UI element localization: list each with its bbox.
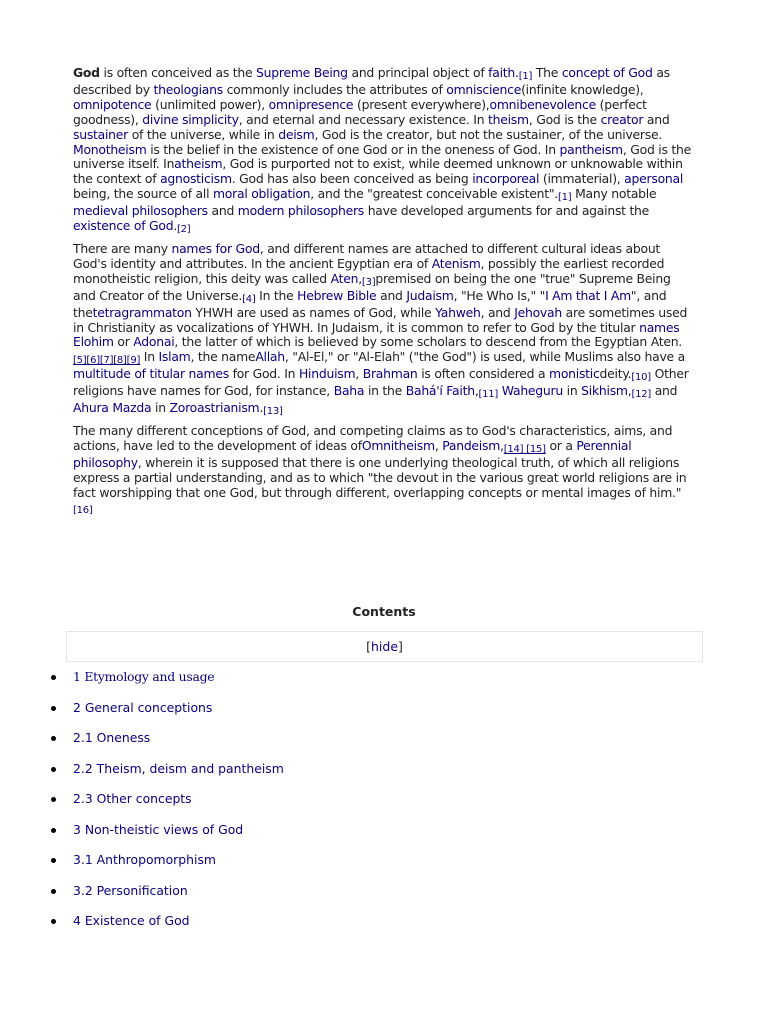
citation-link[interactable]: [12]: [631, 389, 651, 401]
article-link[interactable]: divine simplicity: [142, 111, 239, 127]
article-link[interactable]: Hinduism: [298, 366, 356, 382]
article-link[interactable]: Sikhism: [581, 383, 628, 399]
article-link[interactable]: I Am that I Am: [545, 287, 631, 303]
article-body: [73, 66, 695, 523]
toc-link[interactable]: 3.1 Anthropomorphism: [73, 852, 216, 867]
bullet-icon: [51, 736, 56, 741]
toc-link[interactable]: 2 General conceptions: [73, 699, 213, 715]
article-text: commonly includes the attributes of: [222, 81, 447, 97]
article-text: . God has also been conceived as being: [231, 171, 473, 187]
article-text: , "He Who Is," ": [453, 287, 546, 303]
article-link[interactable]: Omnitheism: [361, 437, 435, 453]
citation-ref: [631, 372, 651, 383]
article-text: , and the "greatest conceivable existent".: [310, 186, 558, 202]
bullet-icon: [51, 706, 56, 711]
toc-toggle-close-bracket: ]: [398, 639, 403, 654]
toc-hide-link[interactable]: hide: [370, 639, 399, 654]
toc-link[interactable]: 4 Existence of God: [73, 913, 190, 928]
article-text: and principal object of: [347, 65, 489, 80]
citation-link[interactable]: [13]: [263, 406, 283, 418]
article-link[interactable]: deism: [278, 126, 315, 142]
article-link[interactable]: omniscience: [446, 81, 522, 97]
toc-link[interactable]: 1 Etymology and usage: [73, 669, 215, 684]
article-text: in: [562, 383, 582, 399]
article-text: for God. In: [228, 366, 299, 382]
article-link[interactable]: omnipotence: [73, 96, 152, 112]
citation-link[interactable]: [1]: [557, 192, 572, 204]
article-link[interactable]: sustainer: [73, 126, 128, 142]
article-text: ,: [434, 437, 443, 453]
article-text: , and eternal and necessary existence. In: [238, 111, 488, 127]
article-text: deity.: [599, 366, 632, 382]
article-text: ,: [355, 366, 363, 382]
citation-ref: [631, 389, 651, 400]
article-link[interactable]: Islam: [158, 349, 191, 365]
article-link[interactable]: pantheism: [559, 141, 623, 157]
article-link[interactable]: Bahá'í Faith: [405, 383, 475, 399]
article-link[interactable]: omnipresence: [268, 96, 354, 112]
article-text: , and: [480, 304, 515, 320]
article-text: , God is the universe itself. In: [73, 141, 691, 172]
article-paragraph: [73, 242, 695, 418]
article-link[interactable]: apersonal: [624, 171, 684, 187]
citation-link[interactable]: [3]: [361, 276, 376, 288]
article-text: are sometimes used in Christianity as vocalizations of YHWH. In Judaism, it is common to refer to God by the titular: [73, 304, 688, 335]
citation-link[interactable]: [16]: [73, 505, 93, 517]
article-link[interactable]: faith: [488, 65, 515, 80]
article-link[interactable]: Pandeism: [442, 437, 501, 453]
article-link[interactable]: Perennial philosophy: [73, 437, 632, 470]
article-text: ,: [358, 270, 362, 286]
article-link[interactable]: monistic: [549, 366, 600, 382]
article-text: is often conceived as the: [99, 65, 257, 80]
article-link[interactable]: Judaism: [406, 287, 454, 303]
article-text: or a: [545, 437, 577, 453]
article-link[interactable]: Supreme Being: [256, 65, 348, 80]
article-text: ,: [627, 383, 632, 399]
article-text: (unlimited power),: [151, 96, 269, 112]
article-text: have developed arguments for and against the: [364, 203, 650, 219]
article-text: In: [140, 349, 159, 365]
citation-ref: [73, 355, 140, 366]
toc-link[interactable]: 3 Non-theistic views of God: [73, 821, 244, 837]
article-link[interactable]: moral obligation: [212, 186, 311, 202]
citation-link[interactable]: [14] [15]: [503, 443, 546, 455]
bullet-icon: [51, 797, 56, 802]
article-link[interactable]: Waheguru: [501, 383, 563, 399]
article-text: or: [113, 334, 134, 350]
citation-ref: [242, 294, 255, 305]
article-text: being, the source of all: [73, 186, 213, 202]
article-link[interactable]: atheism: [174, 156, 223, 172]
citation-ref: [504, 444, 546, 455]
article-text: The many different conceptions of God, and competing claims as to God's characteristics, aims, and actions, have led to the development of ideas of: [73, 422, 673, 453]
article-text: (immaterial),: [539, 171, 625, 187]
article-text: and: [376, 287, 407, 303]
article-link[interactable]: Atenism: [431, 255, 481, 271]
article-text: , possibly the earliest recorded monotheistic religion, this deity was called: [73, 255, 665, 286]
article-link[interactable]: Baha: [333, 383, 365, 399]
article-link[interactable]: Allah: [255, 349, 285, 365]
toc-link[interactable]: 2.3 Other concepts: [73, 791, 192, 806]
article-text: (perfect goodness),: [73, 96, 647, 127]
bullet-icon: [51, 919, 56, 924]
article-link[interactable]: multitude of titular names: [73, 366, 229, 382]
article-link[interactable]: tetragrammaton: [92, 304, 192, 320]
article-text: , "Al-El," or "Al-Elah" ("the God") is used, while Muslims also have a: [284, 349, 685, 365]
article-text: ,: [500, 437, 504, 453]
article-link[interactable]: Ahura Mazda: [73, 400, 152, 416]
article-link[interactable]: theism: [488, 111, 529, 127]
toc-link[interactable]: 3.2 Personification: [73, 882, 188, 898]
citation-link[interactable]: [1]: [518, 71, 533, 82]
article-link[interactable]: theologians: [153, 81, 223, 97]
article-paragraph: [73, 66, 695, 236]
citation-ref: [479, 389, 499, 400]
article-link[interactable]: Monotheism: [73, 141, 147, 157]
article-text: in: [151, 400, 170, 416]
article-text: , the name: [190, 349, 256, 365]
article-text: in the: [364, 383, 406, 399]
citation-link[interactable]: [10]: [631, 372, 651, 384]
citation-ref: [177, 224, 190, 235]
article-text: Other religions have names for God, for instance,: [73, 366, 689, 399]
citation-ref: [263, 406, 283, 417]
article-text: ,: [474, 383, 479, 399]
article-link[interactable]: creator: [600, 111, 644, 127]
article-text: Many notable: [571, 186, 657, 202]
article-link[interactable]: names for God: [171, 240, 260, 256]
article-link[interactable]: Jehovah: [514, 304, 562, 320]
article-link[interactable]: Hebrew Bible: [297, 287, 377, 303]
citation-ref: [519, 71, 532, 82]
article-paragraph: [73, 424, 695, 517]
article-link[interactable]: Aten: [330, 270, 359, 286]
citation-link[interactable]: [2]: [177, 224, 191, 236]
article-link[interactable]: Zoroastrianism: [169, 400, 260, 416]
article-text: The: [532, 65, 562, 80]
article-link[interactable]: omnibenevolence: [489, 96, 596, 112]
article-link[interactable]: medieval philosophers: [73, 203, 208, 219]
article-text: and: [651, 383, 678, 399]
bullet-icon: [51, 675, 56, 680]
article-text: .: [173, 218, 178, 234]
article-link[interactable]: concept of God: [561, 65, 653, 80]
citation-link[interactable]: [11]: [478, 389, 499, 401]
article-text: , God is the: [528, 111, 601, 127]
bullet-icon: [51, 889, 56, 894]
article-link[interactable]: .: [515, 65, 519, 80]
contents-title: Contents: [352, 604, 416, 619]
bullet-icon: [51, 828, 56, 833]
bullet-icon: [51, 858, 56, 863]
article-text: , God is the creator, but not the sustainer, of the universe.: [314, 126, 663, 142]
article-text: is the belief in the existence of one God or in the oneness of God. In: [146, 141, 560, 157]
article-text: In the: [255, 287, 298, 303]
article-text: , the latter of which is believed by some scholars to descend from the Egyptian Aten.: [174, 334, 682, 350]
article-link[interactable]: names Elohim: [73, 319, 680, 350]
article-link[interactable]: incorporeal: [472, 171, 540, 187]
article-text: There are many: [73, 240, 172, 256]
toc-link[interactable]: 2.1 Oneness: [73, 730, 151, 745]
article-link[interactable]: Adonai: [133, 334, 175, 350]
citation-ref: [73, 505, 93, 516]
article-link[interactable]: agnosticism: [160, 171, 232, 187]
article-text: , and different names are attached to different cultural ideas about God's identity and attributes. In the ancient Egyptian era of: [73, 240, 661, 271]
article-text: (present everywhere),: [353, 96, 490, 112]
article-text: , wherein it is supposed that there is one underlying theological truth, of which all religions express a partial understanding, and as to which "the devout in the various great world religions are in fact worshipping that one God, but through different, overlapping concepts or mental images of him.": [73, 454, 687, 500]
article-link[interactable]: Yahweh: [435, 304, 481, 320]
article-link[interactable]: existence of God: [73, 218, 174, 234]
article-link[interactable]: modern philosophers: [237, 203, 365, 219]
article-text: (infinite knowledge),: [521, 81, 644, 97]
article-text: ", and the: [73, 287, 667, 320]
article-text: as described by: [73, 65, 670, 97]
article-text: .: [259, 400, 264, 416]
article-text: of the universe, while in: [128, 126, 279, 142]
article-text: , God is purported not to exist, while deemed unknown or unknowable within the context of: [73, 156, 683, 187]
toc-toggle-open-bracket: [: [366, 639, 371, 654]
article-text: YHWH are used as names of God, while: [191, 304, 436, 320]
article-text: and: [207, 203, 238, 219]
citation-link[interactable]: [5][6][7][8][9]: [73, 355, 141, 367]
toc-link[interactable]: 2.2 Theism, deism and pantheism: [73, 760, 284, 776]
citation-ref: [558, 192, 571, 203]
citation-link[interactable]: [4]: [242, 293, 256, 305]
article-subject-bold: God: [73, 65, 100, 80]
citation-ref: [362, 277, 375, 288]
bullet-icon: [51, 767, 56, 772]
toc-toggle-box: [66, 631, 703, 662]
article-link[interactable]: Brahman: [362, 366, 418, 382]
article-text: premised on being the one "true" Supreme Being and Creator of the Universe.: [73, 270, 671, 303]
article-text: and: [643, 111, 670, 127]
article-text: is often considered a: [417, 366, 550, 382]
